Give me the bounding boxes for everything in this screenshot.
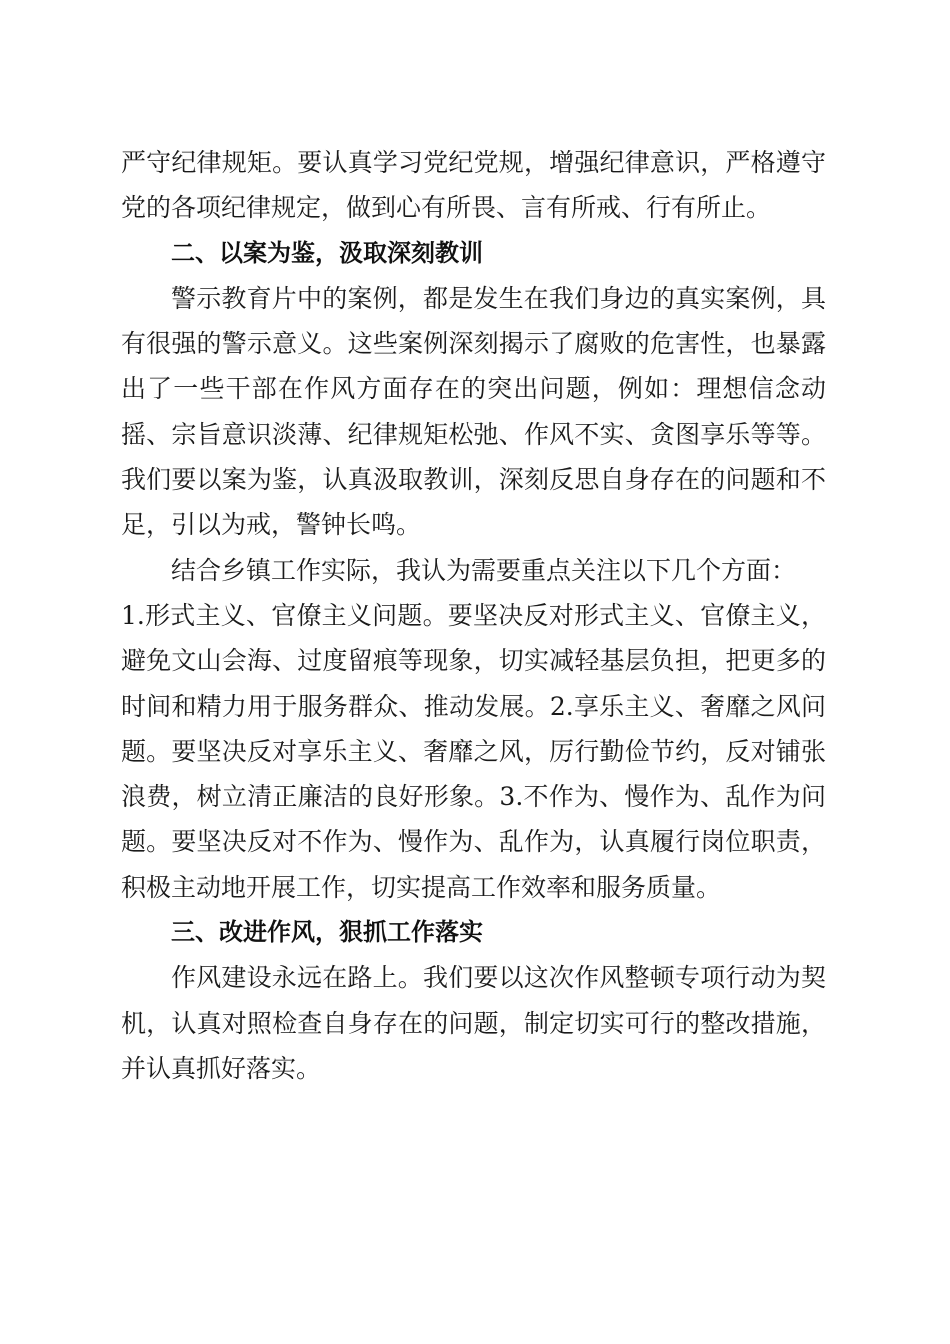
paragraph-style-building: 作风建设永远在路上。我们要以这次作风整顿专项行动为契机，认真对照检查自身存在的问题，制定切实可行的整改措施，并认真抓好落实。: [121, 963, 826, 1083]
paragraph-focus-intro: 结合乡镇工作实际，我认为需要重点关注以下几个方面：: [171, 555, 797, 585]
paragraph-focus-list: 1.形式主义、官僚主义问题。要坚决反对形式主义、官僚主义，避免文山会海、过度留痕等现象，切实减轻基层负担，把更多的时间和精力用于服务群众、推动发展。2.享乐主义、奢靡之风问题。要坚决反对享乐主义、奢靡之风，厉行勤俭节约，反对铺张浪费，树立清正廉洁的良好形象。3.不作为、慢作为、乱作为问题。要坚决反对不作为、慢作为、乱作为，认真履行岗位职责，积极主动地开展工作，切实提高工作效率和服务质量。: [121, 600, 826, 902]
paragraph-discipline-continuation: 严守纪律规矩。要认真学习党纪党规，增强纪律意识，严格遵守党的各项纪律规定，做到心有所畏、言有所戒、行有所止。: [121, 148, 826, 223]
section-heading-2: 二、以案为鉴，汲取深刻教训: [171, 238, 483, 267]
document-body: [121, 140, 826, 1091]
paragraph-warning-cases: 警示教育片中的案例，都是发生在我们身边的真实案例，具有很强的警示意义。这些案例深刻揭示了腐败的危害性，也暴露出了一些干部在作风方面存在的突出问题，例如：理想信念动摇、宗旨意识淡薄、纪律规矩松弛、作风不实、贪图享乐等等。我们要以案为鉴，认真汲取教训，深刻反思自身存在的问题和不足，引以为戒，警钟长鸣。: [121, 283, 826, 540]
section-heading-3: 三、改进作风，狠抓工作落实: [171, 918, 483, 947]
